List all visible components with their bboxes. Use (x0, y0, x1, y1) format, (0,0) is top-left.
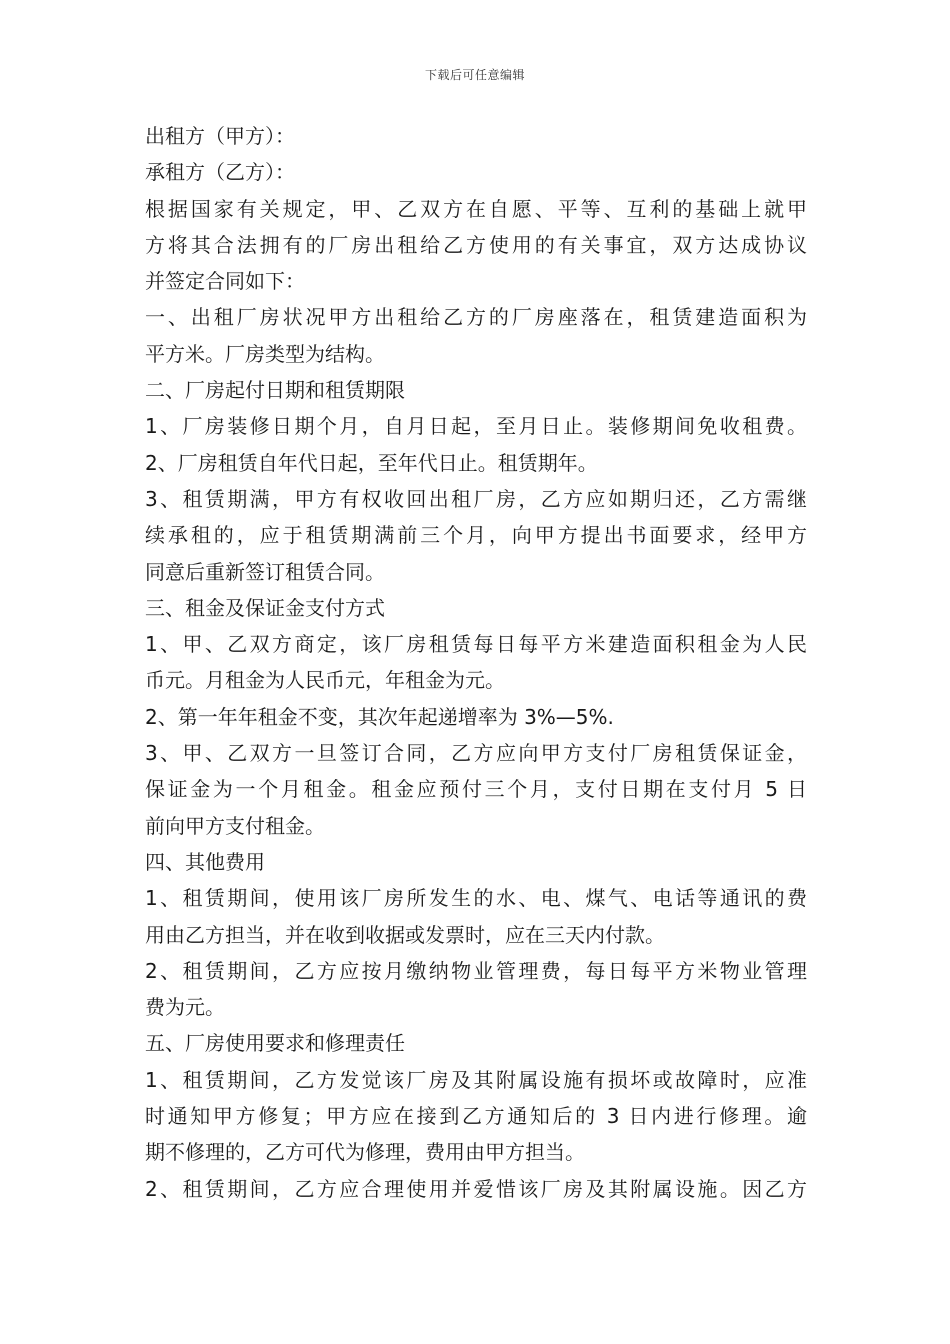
document-body (145, 118, 807, 1207)
document-line: 根据国家有关规定，甲、乙双方在自愿、平等、互利的基础上就甲 (145, 196, 807, 221)
document-line: 二、厂房起付日期和租赁期限 (145, 378, 405, 403)
document-line: 2、租赁期间，乙方应按月缴纳物业管理费，每日每平方米物业管理 (145, 958, 807, 983)
document-line: 2、租赁期间，乙方应合理使用并爱惜该厂房及其附属设施。因乙方 (145, 1176, 807, 1201)
document-line: 费为元。 (145, 995, 225, 1020)
document-line: 出租方（甲方）： (145, 124, 295, 148)
document-line: 前向甲方支付租金。 (145, 813, 325, 838)
document-line: 1、租赁期间，使用该厂房所发生的水、电、煤气、电话等通讯的费 (145, 886, 807, 911)
document-line: 3、租赁期满，甲方有权收回出租厂房，乙方应如期归还，乙方需继 (145, 486, 807, 511)
document-line: 方将其合法拥有的厂房出租给乙方使用的有关事宜，双方达成协议 (145, 232, 807, 257)
document-line: 平方米。厂房类型为结构。 (145, 341, 385, 366)
document-line: 用由乙方担当，并在收到收据或发票时，应在三天内付款。 (145, 922, 665, 947)
document-line: 1、甲、乙双方商定，该厂房租赁每日每平方米建造面积租金为人民 (145, 632, 807, 657)
document-line: 一、出租厂房状况甲方出租给乙方的厂房座落在，租赁建造面积为 (145, 305, 807, 330)
document-line: 1、租赁期间，乙方发觉该厂房及其附属设施有损坏或故障时，应准 (145, 1067, 807, 1092)
document-line: 2、第一年年租金不变，其次年起递增率为 3%—5%. (145, 704, 614, 729)
document-line: 承租方（乙方）： (145, 160, 295, 185)
document-line: 并签定合同如下： (145, 269, 305, 294)
document-line: 续承租的，应于租赁期满前三个月，向甲方提出书面要求，经甲方 (145, 523, 807, 548)
document-line: 币元。月租金为人民币元，年租金为元。 (145, 668, 505, 693)
document-line: 保证金为一个月租金。租金应预付三个月，支付日期在支付月 5 日 (145, 777, 807, 802)
document-line: 3、甲、乙双方一旦签订合同，乙方应向甲方支付厂房租赁保证金， (145, 741, 807, 766)
document-line: 时通知甲方修复；甲方应在接到乙方通知后的 3 日内进行修理。逾 (145, 1104, 807, 1129)
document-line: 1、厂房装修日期个月，自月日起，至月日止。装修期间免收租费。 (145, 414, 807, 439)
document-line: 同意后重新签订租赁合同。 (145, 559, 385, 584)
document-line: 五、厂房使用要求和修理责任 (145, 1031, 405, 1056)
page-header: 下载后可任意编辑 (424, 68, 525, 82)
document-line: 期不修理的，乙方可代为修理，费用由甲方担当。 (145, 1140, 585, 1165)
document-line: 三、租金及保证金支付方式 (145, 595, 385, 620)
document-line: 2、厂房租赁自年代日起，至年代日止。租赁期年。 (145, 450, 598, 475)
document-line: 四、其他费用 (145, 849, 265, 874)
